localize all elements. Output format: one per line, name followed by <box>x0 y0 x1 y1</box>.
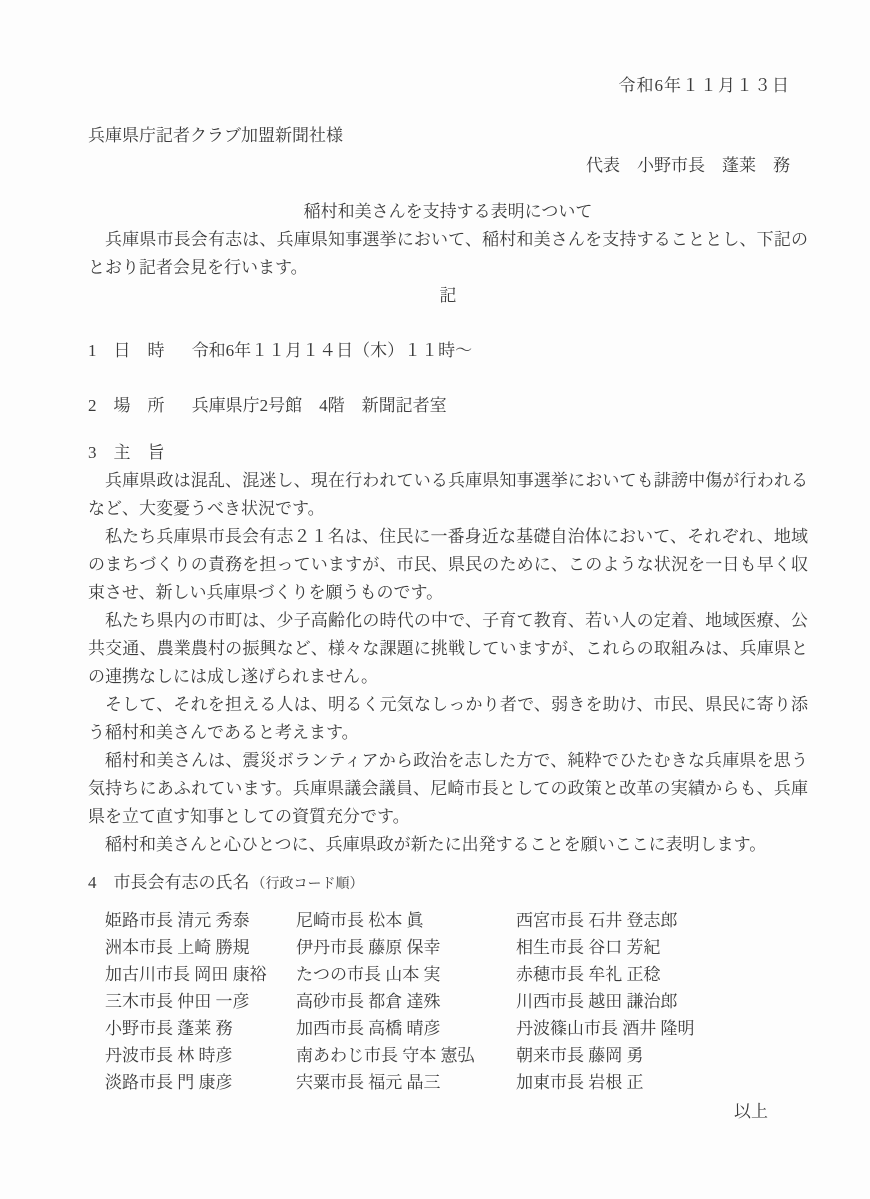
name-cell: 小野市長 蓬莱 務 <box>105 1019 233 1038</box>
document-title: 稲村和美さんを支持する表明について <box>303 202 593 221</box>
purpose-paragraph: 私たち県内の市町は、少子高齢化の時代の中で、子育て教育、若い人の定着、地域医療、公共交通、農業農村の振興など、様々な課題に挑戦していますが、これらの取組みは、兵庫県との連携なしには成し遂げられません。 <box>88 611 808 686</box>
representative-line: 代表 小野市長 蓬莱 務 <box>586 156 790 175</box>
name-cell: 伊丹市長 藤原 保幸 <box>296 938 441 957</box>
name-cell: 淡路市長 門 康彦 <box>105 1073 233 1092</box>
names-grid <box>105 907 808 1096</box>
name-cell: 南あわじ市長 守本 憲弘 <box>296 1046 475 1065</box>
name-cell: 加東市長 岩根 正 <box>516 1073 644 1092</box>
purpose-paragraph: 稲村和美さんは、震災ボランティアから政治を志した方で、純粋でひたむきな兵庫県を思う気持ちにあふれています。兵庫県議会議員、尼崎市長としての政策と改革の実績からも、兵庫県を立て直す知事としての資質充分です。 <box>88 751 808 826</box>
meta-value-location: 兵庫県庁2号館 4階 新聞記者室 <box>191 396 447 415</box>
names-heading-text: 4 市長会有志の氏名 <box>88 873 250 892</box>
section-heading-names <box>88 869 808 899</box>
name-cell: 西宮市長 石井 登志郎 <box>516 911 678 930</box>
purpose-paragraph: 稲村和美さんと心ひとつに、兵庫県政が新たに出発することを願いここに表明します。 <box>105 835 767 854</box>
meta-label-datetime: 1 日 時 <box>88 341 165 360</box>
purpose-paragraph: 兵庫県政は混乱、混迷し、現在行われている兵庫県知事選挙においても誹謗中傷が行われるなど、大変憂うべき状況です。 <box>88 471 808 518</box>
date-line: 令和6年１１月１３日 <box>618 76 790 95</box>
purpose-paragraph: 私たち兵庫県市長会有志２１名は、住民に一番身近な基礎自治体において、それぞれ、地域のまちづくりの責務を担っていますが、市民、県民のために、このような状況を一日も早く収束させ、新しい兵庫県づくりを願うものです。 <box>88 527 808 602</box>
name-cell: たつの市長 山本 実 <box>296 965 441 984</box>
name-cell: 丹波篠山市長 酒井 隆明 <box>516 1019 695 1038</box>
name-cell: 相生市長 谷口 芳紀 <box>516 938 661 957</box>
name-cell: 高砂市長 都倉 達殊 <box>296 992 441 1011</box>
name-cell: 三木市長 仲田 一彦 <box>105 992 250 1011</box>
name-cell: 洲本市長 上崎 勝規 <box>105 938 250 957</box>
name-cell: 川西市長 越田 謙治郎 <box>516 992 678 1011</box>
name-cell: 赤穂市長 牟礼 正稔 <box>516 965 661 984</box>
name-cell: 加西市長 高橋 晴彦 <box>296 1019 441 1038</box>
intro-paragraph: 兵庫県市長会有志は、兵庫県知事選挙において、稲村和美さんを支持することとし、下記のとおり記者会見を行います。 <box>88 230 808 277</box>
closing-marker: 以上 <box>734 1102 768 1121</box>
name-cell: 宍粟市長 福元 晶三 <box>296 1073 441 1092</box>
meta-item-datetime <box>88 337 808 365</box>
meta-value-datetime: 令和6年１１月１４日（木）１１時～ <box>191 341 473 360</box>
names-heading-note: （行政コード順） <box>251 877 364 892</box>
recipient-line: 兵庫県庁記者クラブ加盟新聞社様 <box>88 126 343 145</box>
name-cell: 加古川市長 岡田 康裕 <box>105 965 267 984</box>
meta-label-location: 2 場 所 <box>88 396 165 415</box>
meta-item-location <box>88 392 808 420</box>
ki-marker: 記 <box>439 286 457 305</box>
section-heading-purpose: 3 主 旨 <box>88 443 165 462</box>
name-cell: 尼崎市長 松本 眞 <box>296 911 424 930</box>
name-cell: 姫路市長 清元 秀泰 <box>105 911 250 930</box>
purpose-paragraph: そして、それを担える人は、明るく元気なしっかり者で、弱きを助け、市民、県民に寄り添う稲村和美さんであると考えます。 <box>88 695 808 742</box>
name-cell: 朝来市長 藤岡 勇 <box>516 1046 644 1065</box>
name-cell: 丹波市長 林 時彦 <box>105 1046 233 1065</box>
